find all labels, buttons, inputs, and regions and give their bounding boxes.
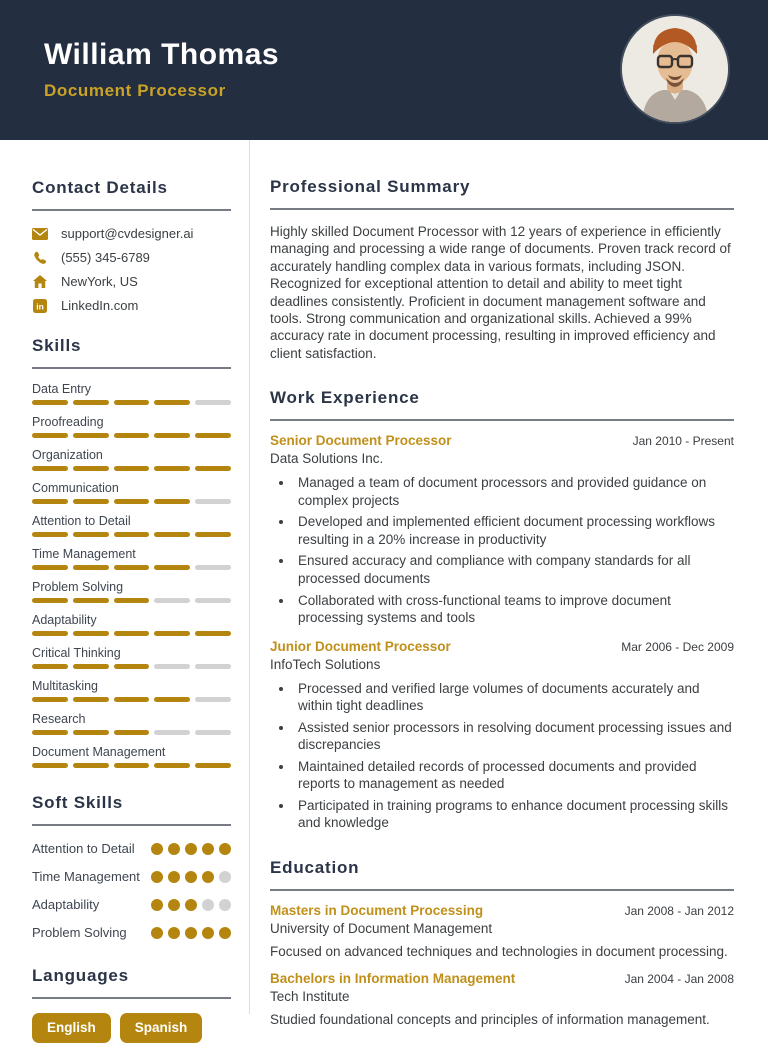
sidebar (0, 140, 250, 1036)
skills-rule (32, 367, 231, 369)
soft-skill-item (32, 896, 231, 915)
main-column (250, 140, 768, 1027)
skill-level-bar (32, 499, 231, 504)
skill-item (32, 679, 231, 702)
experience-bullet: • Maintained detailed records of processed documents and provided reports to management as needed (294, 758, 734, 793)
skill-segment-filled (195, 532, 231, 537)
skill-name: Adaptability (32, 613, 97, 627)
candidate-job-title: Document Processor (44, 81, 226, 100)
contact-item (32, 298, 231, 313)
education-entry (270, 903, 734, 959)
skill-level-bar (32, 466, 231, 471)
skill-segment-filled (154, 565, 190, 570)
skill-segment-filled (32, 433, 68, 438)
experience-company: InfoTech Solutions (270, 656, 381, 672)
contact-list (32, 226, 231, 313)
education-school: Tech Institute (270, 989, 350, 1004)
language-pill: English (32, 1013, 111, 1043)
experience-bullet: • Developed and implemented efficient document processing workflows resulting in a 20% increase in productivity (294, 513, 734, 548)
experience-entry (270, 433, 734, 626)
skill-segment-filled (32, 664, 68, 669)
experience-section (270, 388, 734, 832)
skill-segment-filled (73, 763, 109, 768)
rating-dot-filled (168, 927, 180, 939)
skill-segment-filled (32, 466, 68, 471)
education-entry (270, 971, 734, 1027)
skill-segment-filled (73, 466, 109, 471)
soft-skill-item (32, 924, 231, 943)
skill-segment-filled (32, 499, 68, 504)
soft-skills-list (32, 840, 231, 942)
rating-dot-filled (151, 871, 163, 883)
education-entry-header (270, 903, 734, 918)
experience-entry-header (270, 639, 734, 654)
skill-segment-filled (114, 697, 150, 702)
education-description: Focused on advanced techniques and technologies in document processing. (270, 944, 728, 959)
experience-company: Data Solutions Inc. (270, 451, 384, 467)
skill-segment-filled (154, 499, 190, 504)
education-entry-header (270, 971, 734, 986)
experience-entry (270, 639, 734, 832)
skill-segment-filled (73, 631, 109, 636)
skill-segment-empty (195, 730, 231, 735)
education-dates: Jan 2008 - Jan 2012 (624, 904, 734, 918)
phone-icon (32, 251, 48, 265)
contact-section (32, 178, 231, 313)
skill-segment-filled (154, 631, 190, 636)
skill-segment-empty (154, 598, 190, 603)
soft-skill-rating (151, 896, 231, 911)
experience-list (270, 433, 734, 832)
skill-segment-filled (73, 433, 109, 438)
skill-level-bar (32, 763, 231, 768)
skill-segment-empty (195, 664, 231, 669)
education-list (270, 903, 734, 1027)
resume-body (0, 140, 768, 1036)
rating-dot-filled (151, 927, 163, 939)
skill-segment-filled (154, 400, 190, 405)
languages-heading: Languages (32, 966, 129, 986)
experience-heading: Work Experience (270, 388, 420, 408)
home-icon (32, 275, 48, 289)
summary-text: Highly skilled Document Processor with 12 years of experience in efficiently managing and processing a wide range of documents. Proven track record of accurately handling complex data in various formats, including JSON. Recognized for exceptional attention to detail and ability to meet tight deadlines consistently. Proficient in document management software and tools. Strong communication and organizational skills. Achieved a 99% accuracy rate in document processing, resulting in improved efficiency and client satisfaction. (270, 224, 731, 361)
skill-level-bar (32, 433, 231, 438)
experience-bullet: • Processed and verified large volumes of documents accurately and within tight deadlines (294, 680, 734, 715)
education-degree: Bachelors in Information Management (270, 971, 516, 986)
summary-heading: Professional Summary (270, 177, 471, 196)
education-heading: Education (270, 858, 360, 877)
education-rule (270, 889, 734, 891)
rating-dot-filled (185, 899, 197, 911)
experience-rule (270, 419, 734, 421)
skill-segment-filled (32, 730, 68, 735)
skill-segment-filled (32, 532, 68, 537)
rating-dot-filled (219, 927, 231, 939)
soft-skill-name: Problem Solving (32, 924, 127, 940)
skill-name: Research (32, 712, 86, 726)
skill-name: Proofreading (32, 415, 104, 429)
contact-heading: Contact Details (32, 178, 168, 197)
experience-bullet: • Participated in training programs to enhance document processing skills and knowledge (294, 797, 734, 832)
skill-segment-filled (73, 598, 109, 603)
skill-segment-filled (195, 466, 231, 471)
skill-segment-filled (32, 400, 68, 405)
linkedin-icon (32, 299, 48, 313)
skill-segment-filled (114, 466, 150, 471)
skill-segment-filled (32, 598, 68, 603)
skill-item (32, 415, 231, 438)
svg-text:in: in (36, 301, 44, 311)
skill-segment-filled (154, 466, 190, 471)
skill-segment-filled (73, 532, 109, 537)
skill-item (32, 745, 231, 768)
contact-item (32, 274, 231, 289)
education-school: University of Document Management (270, 921, 493, 936)
skill-segment-filled (73, 400, 109, 405)
soft-skill-item (32, 840, 231, 859)
skill-segment-filled (114, 565, 150, 570)
rating-dot-filled (202, 843, 214, 855)
rating-dot-filled (151, 843, 163, 855)
email-icon (32, 227, 48, 241)
skill-level-bar (32, 532, 231, 537)
rating-dot-filled (168, 871, 180, 883)
skill-segment-empty (195, 499, 231, 504)
skills-section (32, 336, 231, 768)
skill-segment-filled (114, 433, 150, 438)
summary-section (270, 177, 734, 362)
rating-dot-filled (202, 871, 214, 883)
profile-photo (622, 16, 728, 122)
skill-segment-filled (195, 763, 231, 768)
contact-item (32, 226, 231, 241)
experience-entry-header (270, 433, 734, 448)
rating-dot-filled (219, 843, 231, 855)
skill-name: Communication (32, 481, 119, 495)
rating-dot-filled (168, 899, 180, 911)
contact-item-text: (555) 345-6789 (61, 250, 150, 265)
contact-item-text: LinkedIn.com (61, 298, 139, 313)
summary-rule (270, 208, 734, 210)
candidate-name: William Thomas (44, 38, 280, 71)
soft-skill-rating (151, 868, 231, 883)
skill-segment-filled (73, 499, 109, 504)
rating-dot-empty (202, 899, 214, 911)
experience-bullet: • Collaborated with cross-functional teams to improve document processing systems and tools (294, 592, 734, 627)
skill-name: Document Management (32, 745, 166, 759)
skill-segment-empty (195, 400, 231, 405)
skill-segment-filled (32, 763, 68, 768)
skill-segment-filled (32, 631, 68, 636)
experience-dates: Jan 2010 - Present (632, 434, 734, 449)
experience-bullet-list (294, 680, 734, 832)
skill-segment-filled (114, 730, 150, 735)
soft-skills-section (32, 793, 231, 942)
languages-list (32, 1013, 231, 1043)
skill-level-bar (32, 664, 231, 669)
rating-dot-empty (219, 871, 231, 883)
skill-segment-filled (73, 730, 109, 735)
skill-level-bar (32, 400, 231, 405)
resume-header (0, 0, 768, 140)
skill-item (32, 580, 231, 603)
skill-segment-empty (195, 565, 231, 570)
skill-item (32, 382, 231, 405)
soft-skill-name: Attention to Detail (32, 841, 135, 856)
rating-dot-filled (185, 871, 197, 883)
experience-dates: Mar 2006 - Dec 2009 (621, 639, 734, 654)
skill-segment-filled (114, 499, 150, 504)
profile-photo-illustration (622, 16, 728, 122)
languages-rule (32, 997, 231, 999)
skill-name: Organization (32, 448, 103, 462)
skill-item (32, 712, 231, 735)
skill-segment-filled (114, 532, 150, 537)
skill-segment-filled (73, 664, 109, 669)
skill-name: Attention to Detail (32, 514, 131, 528)
skills-heading: Skills (32, 336, 82, 355)
contact-rule (32, 209, 231, 211)
experience-bullet: • Ensured accuracy and compliance with company standards for all processed documents (294, 552, 734, 587)
skill-segment-filled (73, 697, 109, 702)
skill-item (32, 547, 231, 570)
education-section (270, 858, 734, 1027)
skill-name: Multitasking (32, 679, 98, 693)
skill-level-bar (32, 598, 231, 603)
skill-item (32, 613, 231, 636)
skill-segment-filled (195, 433, 231, 438)
skill-segment-filled (195, 631, 231, 636)
experience-bullet: • Assisted senior processors in resolving document processing issues and discrepancies (294, 719, 734, 754)
skill-item (32, 514, 231, 537)
experience-title: Senior Document Processor (270, 433, 452, 449)
skill-segment-filled (114, 598, 150, 603)
soft-skill-name: Adaptability (32, 896, 100, 912)
skill-segment-filled (114, 400, 150, 405)
skill-segment-filled (114, 631, 150, 636)
skill-item (32, 481, 231, 504)
language-pill: Spanish (120, 1013, 203, 1043)
contact-item (32, 250, 231, 265)
skill-item (32, 448, 231, 471)
soft-skills-rule (32, 824, 231, 826)
contact-item-text: NewYork, US (61, 274, 138, 289)
rating-dot-filled (202, 927, 214, 939)
skill-segment-empty (195, 598, 231, 603)
languages-section (32, 966, 231, 1043)
skill-segment-filled (32, 697, 68, 702)
soft-skills-heading: Soft Skills (32, 793, 123, 812)
contact-item-text: support@cvdesigner.ai (61, 226, 194, 241)
skill-segment-filled (114, 763, 150, 768)
skill-segment-filled (154, 433, 190, 438)
education-degree: Masters in Document Processing (270, 903, 484, 918)
rating-dot-filled (185, 843, 197, 855)
rating-dot-filled (151, 899, 163, 911)
skill-name: Time Management (32, 547, 136, 561)
soft-skill-name: Time Management (32, 868, 140, 884)
education-dates: Jan 2004 - Jan 2008 (624, 972, 734, 986)
rating-dot-filled (185, 927, 197, 939)
skill-level-bar (32, 730, 231, 735)
experience-title: Junior Document Processor (270, 638, 451, 654)
skill-segment-empty (195, 697, 231, 702)
skill-level-bar (32, 565, 231, 570)
skill-segment-filled (114, 664, 150, 669)
experience-bullet: • Managed a team of document processors and provided guidance on complex projects (294, 474, 734, 509)
skill-name: Critical Thinking (32, 646, 121, 660)
skill-name: Problem Solving (32, 580, 124, 594)
skill-segment-empty (154, 664, 190, 669)
soft-skill-item (32, 868, 231, 887)
rating-dot-filled (168, 843, 180, 855)
skill-segment-filled (154, 763, 190, 768)
rating-dot-empty (219, 899, 231, 911)
skill-segment-filled (32, 565, 68, 570)
skill-name: Data Entry (32, 382, 92, 396)
skill-segment-filled (73, 565, 109, 570)
skill-level-bar (32, 631, 231, 636)
skill-segment-empty (154, 730, 190, 735)
skill-level-bar (32, 697, 231, 702)
soft-skill-rating (151, 924, 231, 939)
soft-skill-rating (151, 840, 231, 855)
skill-item (32, 646, 231, 669)
skills-list (32, 382, 231, 768)
experience-bullet-list (294, 474, 734, 626)
education-description: Studied foundational concepts and principles of information management. (270, 1012, 710, 1027)
skill-segment-filled (154, 697, 190, 702)
skill-segment-filled (154, 532, 190, 537)
